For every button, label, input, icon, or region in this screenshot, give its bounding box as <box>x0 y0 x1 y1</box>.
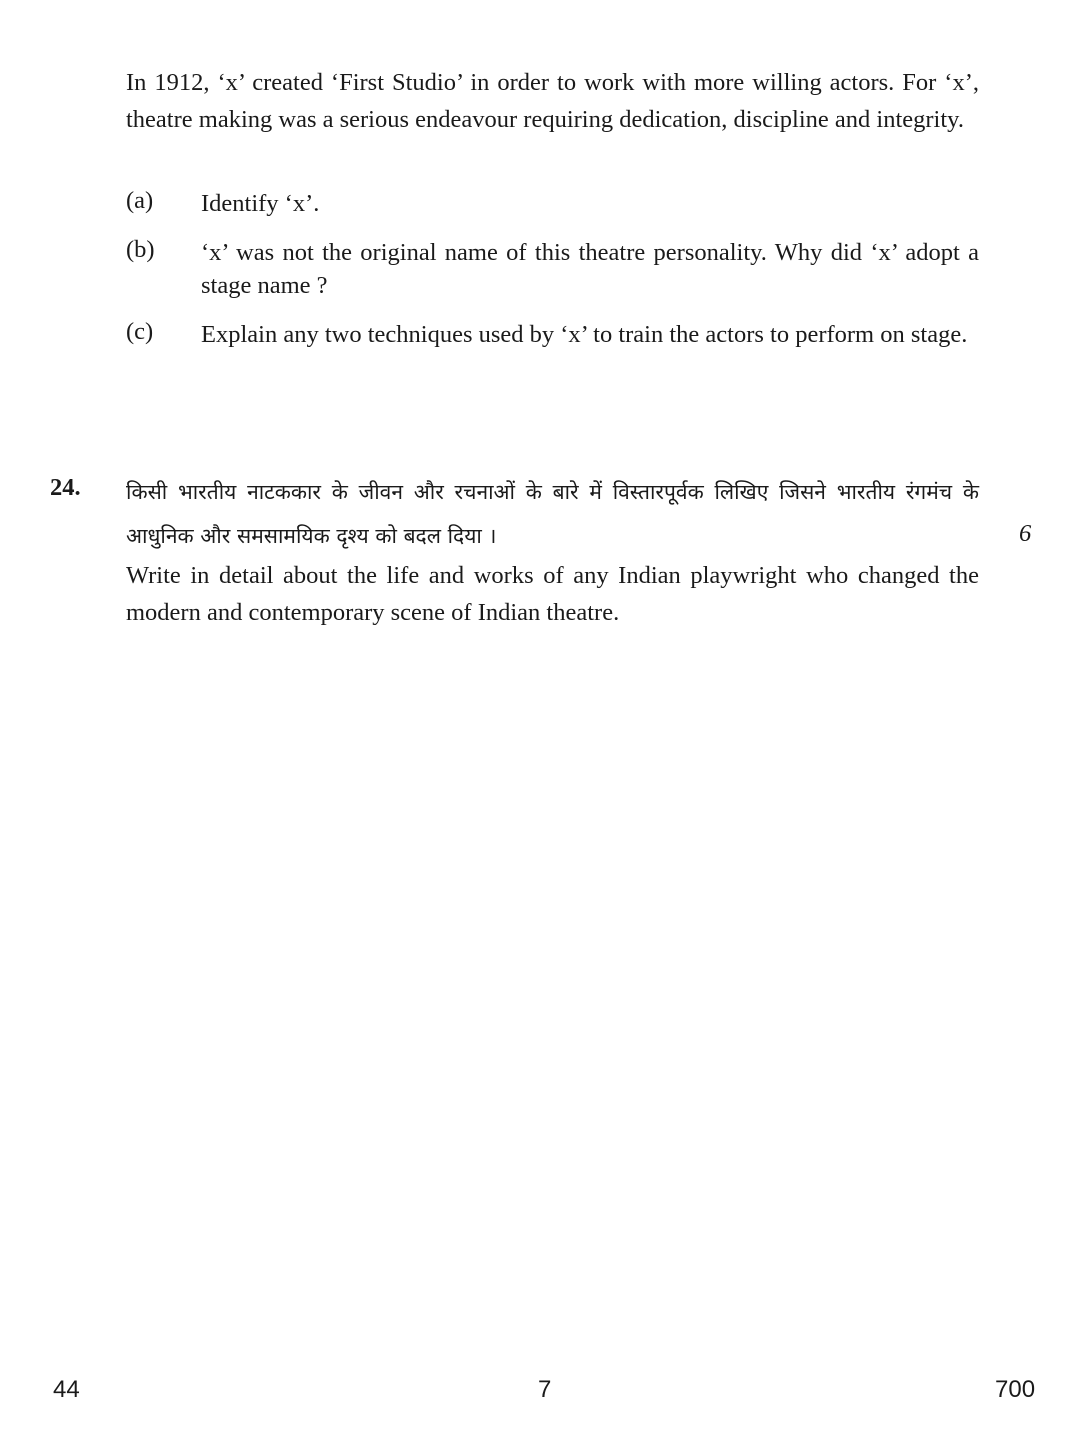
subquestion-text: ‘x’ was not the original name of this theatre personality. Why did ‘x’ adopt a stage name ? <box>201 239 979 299</box>
subquestion-c <box>126 318 979 351</box>
subquestion-b <box>126 236 979 302</box>
subquestion-label: (b) <box>126 236 155 263</box>
footer-series: 700 <box>995 1376 1036 1403</box>
question-24-english: Write in detail about the life and works of any Indian playwright who changed the modern and contemporary scene of Indian theatre. <box>126 562 979 626</box>
subquestion-label: (a) <box>126 187 154 214</box>
question-23-intro <box>126 64 979 138</box>
question-number: 24. <box>50 474 81 501</box>
intro-paragraph: In 1912, ‘x’ created ‘First Studio’ in order to work with more willing actors. For ‘x’, theatre making was a serious endeavour requiring dedication, discipline and integrity. <box>126 69 979 133</box>
subquestion-text: Identify ‘x’. <box>201 190 320 217</box>
subquestion-a <box>126 187 979 220</box>
footer-code: 44 <box>53 1376 80 1403</box>
question-marks: 6 <box>1019 520 1032 547</box>
page-number: 7 <box>538 1376 552 1403</box>
subquestion-label: (c) <box>126 318 154 345</box>
question-24-hindi: किसी भारतीय नाटककार के जीवन और रचनाओं के बारे में विस्तारपूर्वक लिखिए जिसने भारतीय रंगमंच के आधुनिक और समसामयिक दृश्य को बदल दिया । <box>126 480 979 548</box>
subquestion-text: Explain any two techniques used by ‘x’ to train the actors to perform on stage. <box>201 321 968 348</box>
